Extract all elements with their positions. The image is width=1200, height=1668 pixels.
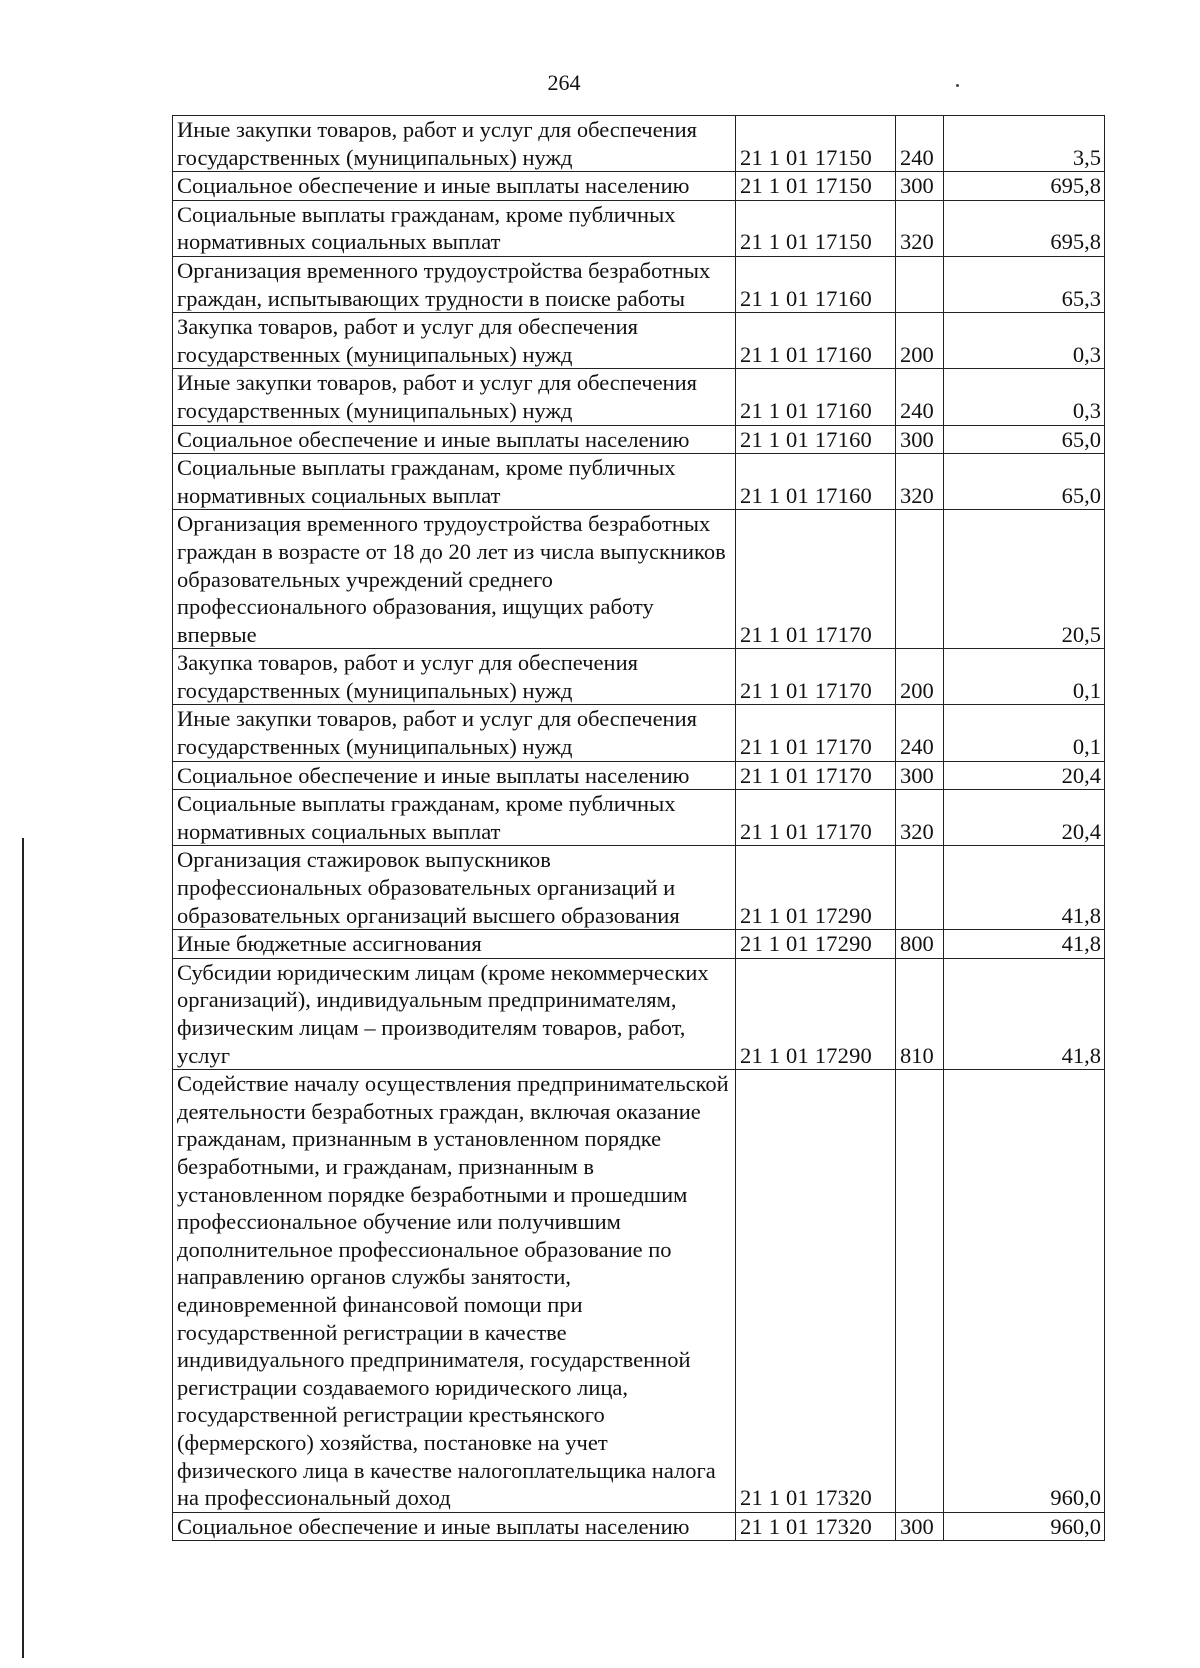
scan-edge-line	[22, 838, 24, 1658]
row-name: Субсидии юридическим лицам (кроме некоммерческих организаций), индивидуальным предпринимателям, физическим лицам – производителям товаров, работ, услуг	[173, 958, 736, 1069]
row-name: Социальные выплаты гражданам, кроме публичных нормативных социальных выплат	[173, 454, 736, 510]
table-row	[173, 958, 1105, 1069]
row-name: Социальное обеспечение и иные выплаты населению	[173, 425, 736, 454]
row-type: 240	[896, 705, 944, 761]
row-sum: 41,8	[944, 846, 1105, 930]
row-type: 200	[896, 313, 944, 369]
row-sum: 0,3	[944, 313, 1105, 369]
table-row	[173, 846, 1105, 930]
row-sum: 41,8	[944, 958, 1105, 1069]
row-name: Иные закупки товаров, работ и услуг для обеспечения государственных (муниципальных) нужд	[173, 369, 736, 425]
row-code: 21 1 01 17170	[736, 649, 896, 705]
row-code: 21 1 01 17320	[736, 1512, 896, 1541]
row-sum: 960,0	[944, 1070, 1105, 1513]
row-name: Социальное обеспечение и иные выплаты населению	[173, 1512, 736, 1541]
table-row	[173, 705, 1105, 761]
table-row	[173, 454, 1105, 510]
row-code: 21 1 01 17160	[736, 454, 896, 510]
table-row	[173, 761, 1105, 790]
row-type: 300	[896, 1512, 944, 1541]
table-row	[173, 1070, 1105, 1513]
row-name: Иные бюджетные ассигнования	[173, 930, 736, 959]
row-name: Закупка товаров, работ и услуг для обеспечения государственных (муниципальных) нужд	[173, 649, 736, 705]
row-code: 21 1 01 17290	[736, 846, 896, 930]
row-sum: 65,0	[944, 425, 1105, 454]
row-type: 300	[896, 425, 944, 454]
row-sum: 0,1	[944, 649, 1105, 705]
row-code: 21 1 01 17170	[736, 790, 896, 846]
row-name: Организация временного трудоустройства безработных граждан в возрасте от 18 до 20 лет из числа выпускников образовательных учреждений среднего профессионального образования, ищущих работу впервые	[173, 510, 736, 649]
row-code: 21 1 01 17160	[736, 256, 896, 312]
table-row	[173, 1512, 1105, 1541]
row-name: Закупка товаров, работ и услуг для обеспечения государственных (муниципальных) нужд	[173, 313, 736, 369]
page-number: 264	[547, 70, 581, 95]
row-sum: 65,3	[944, 256, 1105, 312]
row-type: 320	[896, 454, 944, 510]
table-row	[173, 313, 1105, 369]
table-row	[173, 369, 1105, 425]
row-type: 320	[896, 790, 944, 846]
row-code: 21 1 01 17320	[736, 1070, 896, 1513]
scan-dot-mark	[956, 84, 959, 87]
row-type: 240	[896, 369, 944, 425]
table-row	[173, 510, 1105, 649]
row-type	[896, 846, 944, 930]
row-type	[896, 1070, 944, 1513]
row-code: 21 1 01 17150	[736, 116, 896, 172]
row-name: Социальные выплаты гражданам, кроме публичных нормативных социальных выплат	[173, 200, 736, 256]
row-code: 21 1 01 17150	[736, 172, 896, 201]
row-name: Иные закупки товаров, работ и услуг для обеспечения государственных (муниципальных) нужд	[173, 705, 736, 761]
table-row	[173, 425, 1105, 454]
row-name: Иные закупки товаров, работ и услуг для обеспечения государственных (муниципальных) нужд	[173, 116, 736, 172]
table-row	[173, 116, 1105, 172]
row-sum: 20,4	[944, 761, 1105, 790]
row-code: 21 1 01 17170	[736, 705, 896, 761]
row-name: Организация стажировок выпускников профессиональных образовательных организаций и образовательных организаций высшего образования	[173, 846, 736, 930]
row-type: 320	[896, 200, 944, 256]
row-sum: 20,5	[944, 510, 1105, 649]
table-row	[173, 790, 1105, 846]
row-type: 240	[896, 116, 944, 172]
row-code: 21 1 01 17290	[736, 930, 896, 959]
row-name: Социальное обеспечение и иные выплаты населению	[173, 172, 736, 201]
row-code: 21 1 01 17160	[736, 369, 896, 425]
row-sum: 3,5	[944, 116, 1105, 172]
row-sum: 695,8	[944, 172, 1105, 201]
table-row	[173, 930, 1105, 959]
budget-table	[172, 115, 1105, 1541]
row-sum: 0,1	[944, 705, 1105, 761]
row-code: 21 1 01 17150	[736, 200, 896, 256]
row-sum: 20,4	[944, 790, 1105, 846]
row-type	[896, 256, 944, 312]
row-type: 300	[896, 761, 944, 790]
table-row	[173, 649, 1105, 705]
row-code: 21 1 01 17160	[736, 313, 896, 369]
row-type	[896, 510, 944, 649]
table-row	[173, 200, 1105, 256]
row-type: 200	[896, 649, 944, 705]
row-sum: 960,0	[944, 1512, 1105, 1541]
row-name: Организация временного трудоустройства безработных граждан, испытывающих трудности в поиске работы	[173, 256, 736, 312]
row-type: 800	[896, 930, 944, 959]
row-type: 300	[896, 172, 944, 201]
row-code: 21 1 01 17170	[736, 761, 896, 790]
table-row	[173, 172, 1105, 201]
row-sum: 65,0	[944, 454, 1105, 510]
row-name: Содействие началу осуществления предпринимательской деятельности безработных граждан, включая оказание гражданам, признанным в установленном порядке безработными, и гражданам, признанным в установленном порядке безработными и прошедшим профессиональное обучение или получившим дополнительное профессиональное образование по направлению органов службы занятости, единовременной финансовой помощи при государственной регистрации в качестве индивидуального предпринимателя, государственной регистрации создаваемого юридического лица, государственной регистрации крестьянского (фермерского) хозяйства, постановке на учет физического лица в качестве налогоплательщика налога на профессиональный доход	[173, 1070, 736, 1513]
row-sum: 695,8	[944, 200, 1105, 256]
row-sum: 0,3	[944, 369, 1105, 425]
row-type: 810	[896, 958, 944, 1069]
row-code: 21 1 01 17290	[736, 958, 896, 1069]
row-name: Социальное обеспечение и иные выплаты населению	[173, 761, 736, 790]
table-row	[173, 256, 1105, 312]
row-name: Социальные выплаты гражданам, кроме публичных нормативных социальных выплат	[173, 790, 736, 846]
row-code: 21 1 01 17170	[736, 510, 896, 649]
row-code: 21 1 01 17160	[736, 425, 896, 454]
row-sum: 41,8	[944, 930, 1105, 959]
